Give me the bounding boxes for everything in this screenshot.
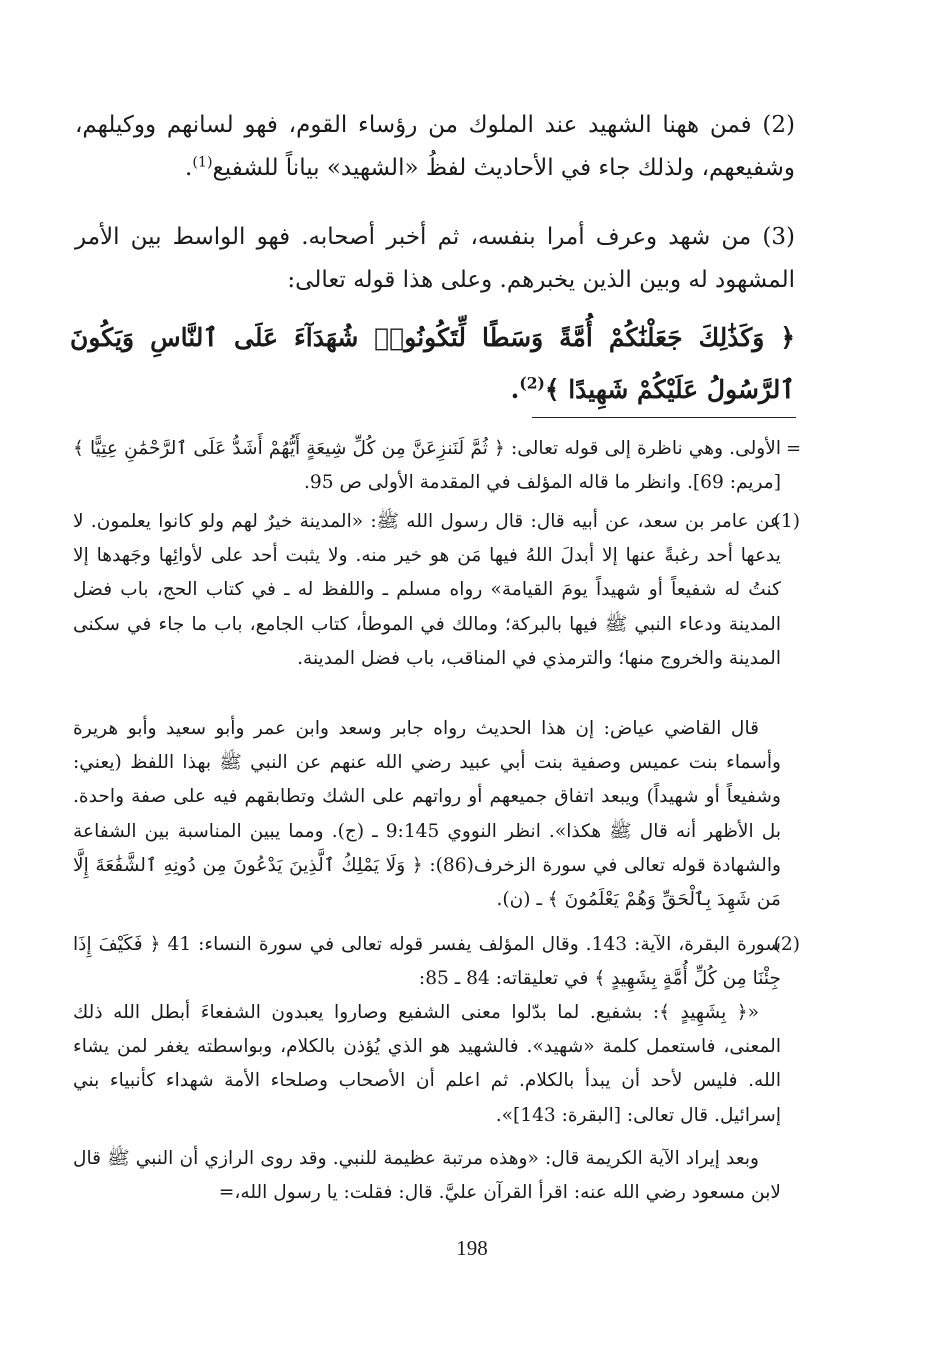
footnote-2-paragraph-2: «﴿ بِشَهِيدٍ ﴾: بشفيع. لما بدّلوا معنى الشفيع وصاروا يعبدون الشفعاءَ أبطل الله ذلك المعنى، فاستعمل كلمة «شهيد». فالشهيد هو الذي يُؤذن بالكلام، وبواسطته يغفر لمن يشاء الله. فليس لأحد أن يبدأ بالكلام. ثم اعلم أن الأصحاب وصلحاء الأمة شهداء كأنبياء بني إسرائيل. قال تعالى: [البقرة: 143]».: [73, 1002, 781, 1126]
footnote-ref-1: (1): [192, 154, 213, 171]
footnote-ref-2: (2): [519, 373, 545, 393]
continuation-mark: =: [786, 438, 802, 459]
paragraph-2-text: (2) فمن ههنا الشهيد عند الملوك من رؤساء القوم، فهو لسانهم ووكيلهم، وشفيعهم، ولذلك جاء في الأحاديث لفظُ «الشهيد» بياناً للشفيع: [75, 112, 795, 181]
footnote-2-text: سورة البقرة، الآية: 143. وقال المؤلف يفسر قوله تعالى في سورة النساء: 41 ﴿ فَكَيْفَ إِذَا جِئْنَا مِن كُلِّ أُمَّةٍ بِشَهِيدٍ ﴾ في تعليقاته: 84 ـ 85:: [73, 934, 781, 990]
paragraph-2-end: .: [185, 155, 193, 181]
paragraph-3: (3) من شهد وعرف أمرا بنفسه، ثم أخبر أصحابه. فهو الواسط بين الأمر المشهود له وبين الذين يخبرهم. وعلى هذا قوله تعالى:: [75, 224, 795, 293]
footnote-separator: [532, 417, 796, 418]
footnote-1-paragraph-2: قال القاضي عياض: إن هذا الحديث رواه جابر وسعد وابن عمر وأبو سعيد وأبو هريرة وأسماء بنت عميس وصفية بنت أبي عبيد رضي الله عنهم عن النبي ﷺ بهذا اللفظ (يعني: وشفيعاً أو شهيداً) ويبعد اتفاق جميعهم أو رواتهم على الشك وتطابقهم فيه على صفة واحدة. بل الأظهر أنه قال ﷺ هكذا». انظر النووي 9:145 ـ (ج). ومما يبين المناسبة بين الشفاعة والشهادة قوله تعالى في سورة الزخرف(86): ﴿ وَلَا يَمْلِكُ ٱلَّذِينَ يَدْعُونَ مِن دُونِهِ ٱلشَّفَٰعَةَ إِلَّا مَن شَهِدَ بِٱلْحَقِّ وَهُمْ يَعْلَمُونَ ﴾ ـ (ن).: [73, 718, 782, 911]
paragraph-2: [75, 104, 795, 190]
quran-verse: [70, 312, 795, 416]
footnote-1-number: (1): [773, 511, 800, 532]
quran-verse-end: .: [510, 375, 520, 404]
quran-verse-text: ﴿ وَكَذَٰلِكَ جَعَلْنَٰكُمْ أُمَّةً وَسَطًا لِّتَكُونُوا۟ شُهَدَآءَ عَلَى ٱلنَّاسِ وَيَكُونَ ٱلرَّسُولُ عَلَيْكُمْ شَهِيدًا ﴾: [70, 323, 795, 404]
footnote-continuation: الأولى. وهي ناظرة إلى قوله تعالى: ﴿ ثُمَّ لَنَنزِعَنَّ مِن كُلِّ شِيعَةٍ أَيُّهُمْ أَشَدُّ عَلَى ٱلرَّحْمَٰنِ عِتِيًّا ﴾ [مريم: 69]. وانظر ما قاله المؤلف في المقدمة الأولى ص 95.: [73, 438, 781, 494]
footnote-2-paragraph-3: وبعد إيراد الآية الكريمة قال: «وهذه مرتبة عظيمة للنبي. وقد روى الرازي أن النبي ﷺ قال لابن مسعود رضي الله عنه: اقرأ القرآن عليَّ. قال: فقلت: يا رسول الله،=: [73, 1148, 781, 1204]
page-number: 198: [456, 1236, 488, 1260]
footnote-2-number: (2): [773, 934, 800, 955]
footnote-1-text: عن عامر بن سعد، عن أبيه قال: قال رسول الله ﷺ: «المدينة خيرٌ لهم ولو كانوا يعلمون. لا يدعها أحد رغبةً عنها إلا أبدلَ اللهُ فيها مَن هو خير منه. ولا يثبت أحد على لأوائِها وجَهدها إلا كنتُ له شفيعاً أو شهيداً يومَ القيامة» رواه مسلم ـ واللفظ له ـ في كتاب الحج، باب فضل المدينة ودعاء النبي ﷺ فيها بالبركة؛ ومالك في الموطأ، كتاب الجامع، باب ما جاء في سكنى المدينة والخروج منها؛ والترمذي في المناقب، باب فضل المدينة.: [73, 511, 781, 669]
